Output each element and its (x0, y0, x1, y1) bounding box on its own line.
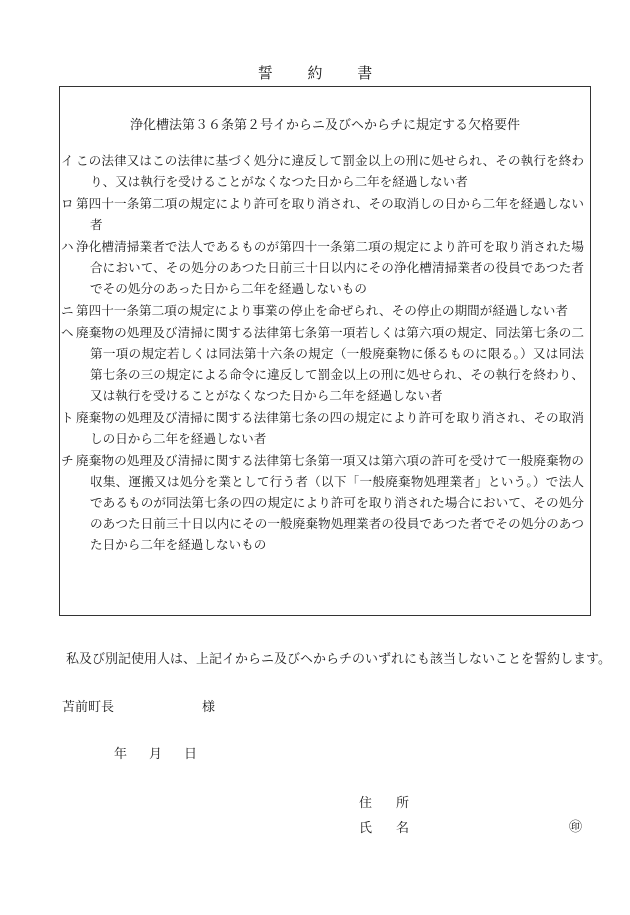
list-item (60, 407, 587, 449)
list-item (60, 322, 587, 406)
item-mark: ヘ (61, 325, 74, 340)
name-label-char-2: 名 (396, 821, 410, 836)
item-mark: チ (61, 453, 74, 468)
honorific: 様 (202, 700, 216, 715)
disqualification-box (59, 86, 591, 616)
title-char-1: 誓 (257, 64, 273, 82)
addressee-name: 苫前町長 (62, 700, 115, 715)
address-label-char-2: 所 (396, 796, 410, 811)
item-mark: ロ (61, 196, 74, 211)
item-mark: イ (61, 153, 74, 168)
item-mark: ハ (61, 239, 74, 254)
list-item (60, 300, 587, 321)
title-char-2: 約 (307, 64, 323, 82)
address-label-char-1: 住 (359, 796, 373, 811)
item-text: 第四十一条第二項の規定により事業の停止を命ぜられ、その停止の期間が経過しない者 (76, 303, 568, 318)
item-mark: ト (61, 410, 74, 425)
date-day: 日 (184, 747, 198, 762)
list-item (60, 193, 587, 235)
addressee-line (62, 696, 216, 715)
item-text: この法律又はこの法律に基づく処分に違反して罰金以上の刑に処せられ、その執行を終わり、又は執行を受けることがなくなつた日から二年を経過しない者 (76, 153, 584, 189)
address-label (359, 792, 409, 811)
item-mark: ニ (61, 303, 74, 318)
list-item (60, 236, 587, 299)
item-text: 浄化槽清掃業者で法人であるものが第四十一条第二項の規定により許可を取り消された場合において、その処分のあつた日前三十日以内にその浄化槽清掃業者の役員であつた者でその処分のあった日から二年を経過しないもの (76, 239, 584, 296)
item-text: 廃棄物の処理及び清掃に関する法律第七条の四の規定により許可を取り消され、その取消しの日から二年を経過しない者 (76, 410, 584, 446)
name-label (359, 817, 409, 836)
title-char-3: 書 (357, 64, 373, 82)
seal-mark: ㊞ (569, 820, 583, 835)
item-text: 第四十一条第二項の規定により許可を取り消され、その取消しの日から二年を経過しない者 (76, 196, 584, 232)
date-month: 月 (149, 747, 163, 762)
box-heading: 浄化槽法第３６条第２号イからニ及びヘからチに規定する欠格要件 (129, 118, 520, 133)
item-text: 廃棄物の処理及び清掃に関する法律第七条第一項又は第六項の許可を受けて一般廃棄物の収集、運搬又は処分を業として行う者（以下「一般廃棄物処理業者」という。）で法人であるものが同法第七条の四の規定により許可を取り消された場合において、その処分のあつた日前三十日以内にその一般廃棄物処理業者の役員であつた者でその処分のあつた日から二年を経過しないもの (76, 453, 584, 552)
date-year: 年 (114, 747, 128, 762)
name-label-char-1: 氏 (359, 821, 373, 836)
list-item (60, 450, 587, 555)
document-title (0, 62, 630, 83)
item-text: 廃棄物の処理及び清掃に関する法律第七条第一項若しくは第六項の規定、同法第七条の二第一項の規定若しくは同法第十六条の規定（一般廃棄物に係るものに限る。）又は同法第七条の三の規定による命令に違反して罰金以上の刑に処せられ、その執行を終わり、又は執行を受けることがなくなつた日から二年を経過しない者 (76, 325, 585, 403)
declaration-text: 私及び別記使用人は、上記イからニ及びヘからチのいずれにも該当しないことを誓約します。 (66, 652, 611, 667)
disqualification-list (60, 150, 587, 556)
date-line (114, 743, 197, 762)
list-item (60, 150, 587, 192)
